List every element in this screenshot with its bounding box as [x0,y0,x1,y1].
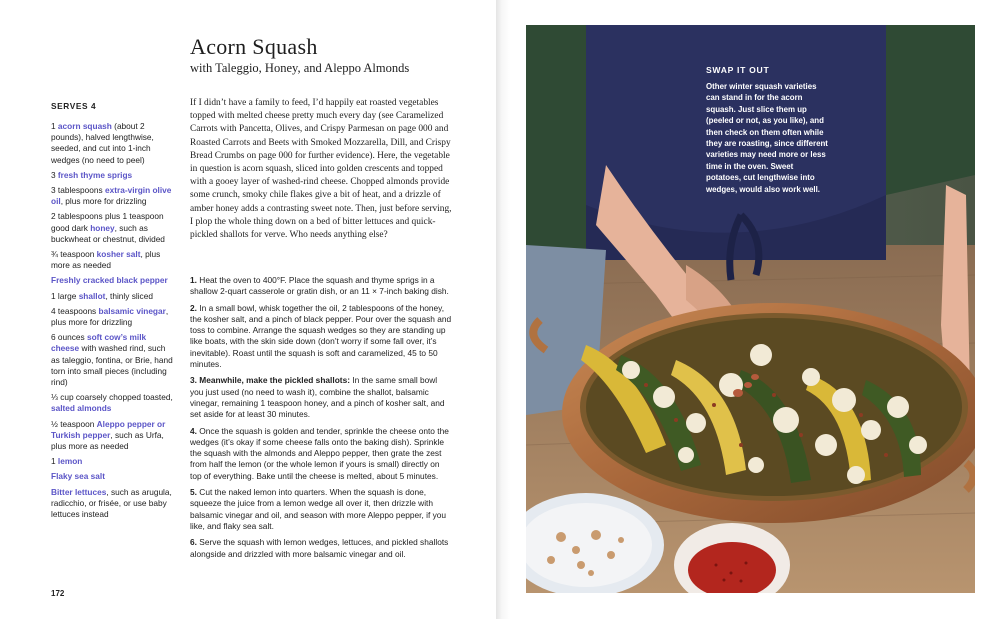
ingredient-item [51,419,174,453]
ingredient-quantity: 1 large [51,290,79,301]
step-number: 1. [190,275,197,285]
ingredient-note: with washed rind, such as taleggio, fontina, or Brie, hand torn into small pieces (including rind) [51,343,173,388]
ingredient-item [51,170,174,181]
ingredient-list [51,121,174,524]
ingredient-quantity: 1 [51,121,58,131]
ingredient-note: , thinly sliced [105,290,153,301]
ingredient-name: Bitter lettuces [51,486,107,497]
step-number: 6. [190,537,197,548]
recipe-subtitle: with Taleggio, Honey, and Aleppo Almonds [190,61,410,75]
page-number: 172 [51,589,65,598]
ingredient-name: acorn squash [57,121,112,131]
ingredient-quantity: 6 ounces [51,332,87,343]
method-step [190,426,452,482]
method-step [190,375,452,420]
recipe-intro: If I didn’t have a family to feed, I’d happily eat roasted vegetables topped with melted cheese pretty much every day (see Caramelized Carrots with Pancetta, Olives, and Crispy Parmesan on page 000 and Roasted Carrots and Beets with Smoked Mozzarella, Dill, and Crispy Bread Crumbs on page 000 for further evidence). Here, the vegetable in question is acorn squash, sliced into golden crescents and topped with a gooey layer of washed-rind cheese. Chopped almonds provide some crunch, smoky chile flakes give a bit of heat, and a drizzle of amber honey adds a contrasting sweet note. Then, just before serving, I plop the whole thing down on a bed of bitter lettuces and quick-pickled shallots for verve. Who needs anything else? [190,98,452,241]
sidebar-title: SWAP IT OUT [706,65,770,75]
step-text: Serve the squash with lemon wedges, lettuces, and pickled shallots alongside and drizzled with more balsamic vinegar and oil. [190,537,449,559]
step-text: Once the squash is golden and tender, sprinkle the cheese onto the wedges (it’s okay if some cheese falls onto the baking dish). Sprinkle the squash with the almonds and Aleppo pepper, then grate the zest from half the lemon (or the whole lemon if yours is small) directly on top of everything. Bake until the cheese is melted, about 5 minutes. [190,425,449,481]
step-text: Heat the oven to 400°F. Place the squash and thyme sprigs in a shallow 2-quart casserole or gratin dish, or an 11 × 7-inch baking dish. [190,275,449,297]
ingredient-item [51,332,174,388]
book-gutter [496,0,510,619]
ingredient-quantity: 3 tablespoons [51,185,105,196]
ingredient-item [51,121,174,166]
method-step [190,275,452,298]
ingredient-note: , plus more for drizzling [51,305,169,328]
ingredient-quantity: ⅓ cup coarsely chopped toasted, [51,392,173,403]
ingredient-item [51,211,174,245]
ingredient-name: kosher salt [96,249,141,260]
ingredient-note: (about 2 pounds), halved lengthwise, seeded, and cut into 1-inch wedges (no need to peel) [51,121,154,165]
ingredient-name: Aleppo pepper or Turkish pepper [51,418,166,440]
ingredient-note: , plus more as needed [51,249,161,271]
ingredient-name: Freshly cracked black pepper [51,275,168,286]
ingredient-item [51,487,174,521]
ingredient-item [51,471,174,482]
ingredient-quantity: 1 [51,456,58,467]
ingredient-item [51,392,174,414]
method-steps [190,275,452,565]
ingredient-name: soft cow’s milk cheese [51,332,147,354]
ingredient-quantity: 4 teaspoons [51,305,99,316]
ingredient-name: lemon [57,456,83,467]
ingredient-item [51,275,174,286]
ingredient-item [51,185,174,207]
ingredient-item [51,306,174,328]
ingredient-quantity: 3 [51,169,58,180]
ingredient-name: Flaky sea salt [51,471,105,482]
serves-label: SERVES 4 [51,101,97,111]
ingredient-note: , plus more for drizzling [60,196,147,207]
ingredient-note: , such as Urfa, plus more as needed [51,429,164,452]
right-page [510,0,1000,619]
swap-it-out-sidebar [706,65,830,195]
ingredient-item [51,249,174,271]
sidebar-text: Other winter squash varieties can stand in for the acorn squash. Just slice them up (peeled or not, as you like), and then check on them often while they are roasting, since different varieties may need more or less time in the oven. Sweet potatoes, cut lengthwise into wedges, would also work well. [706,82,828,194]
method-step [190,487,452,532]
step-number: 3. [190,375,197,386]
ingredient-name: fresh thyme sprigs [57,169,133,180]
step-number: 2. [190,302,197,313]
step-text: Cut the naked lemon into quarters. When the squash is done, squeeze the juice from a lemon wedge all over it, then drizzle with balsamic vinegar and oil, and season with more Aleppo pepper, if you like, and flaky sea salt. [190,487,447,531]
step-text: In a small bowl, whisk together the oil, 2 tablespoons of the honey, the kosher salt, and a pinch of black pepper. Pour over the squash and toss to combine. Arrange the squash wedges so they are standing up like boats, with the skin side down (don’t worry if some fall over, it’s inevitable). Roast until the squash is soft and caramelized, 45 to 50 minutes. [190,302,452,370]
step-lead-in: Meanwhile, make the pickled shallots: [196,375,350,386]
ingredient-item [51,456,174,467]
left-page [0,0,496,619]
ingredient-quantity: ½ teaspoon [51,418,97,429]
ingredient-note: , such as buckwheat or chestnut, divided [51,222,165,244]
ingredient-quantity: 2 tablespoons plus 1 teaspoon good dark [51,211,164,233]
ingredient-name: extra-virgin olive oil [51,185,172,207]
ingredient-name: salted almonds [51,403,112,414]
ingredient-note: , such as arugula, radicchio, or frisée, or use baby lettuces instead [51,486,172,520]
method-step [190,537,452,560]
ingredient-item [51,291,174,302]
ingredient-name: balsamic vinegar [98,305,166,316]
recipe-title: Acorn Squash [190,34,318,59]
ingredient-name: honey [90,222,115,233]
method-step [190,303,452,371]
step-number: 4. [190,425,197,436]
food-photo [526,25,975,593]
ingredient-quantity: ¾ teaspoon [51,249,97,260]
step-number: 5. [190,487,197,498]
step-text: In the same small bowl you just used (no need to wash it), combine the shallot, balsamic vinegar, remaining 1 teaspoon honey, and a pinch of kosher salt, and set aside for at least 30 minutes. [190,375,445,420]
ingredient-name: shallot [78,290,106,301]
